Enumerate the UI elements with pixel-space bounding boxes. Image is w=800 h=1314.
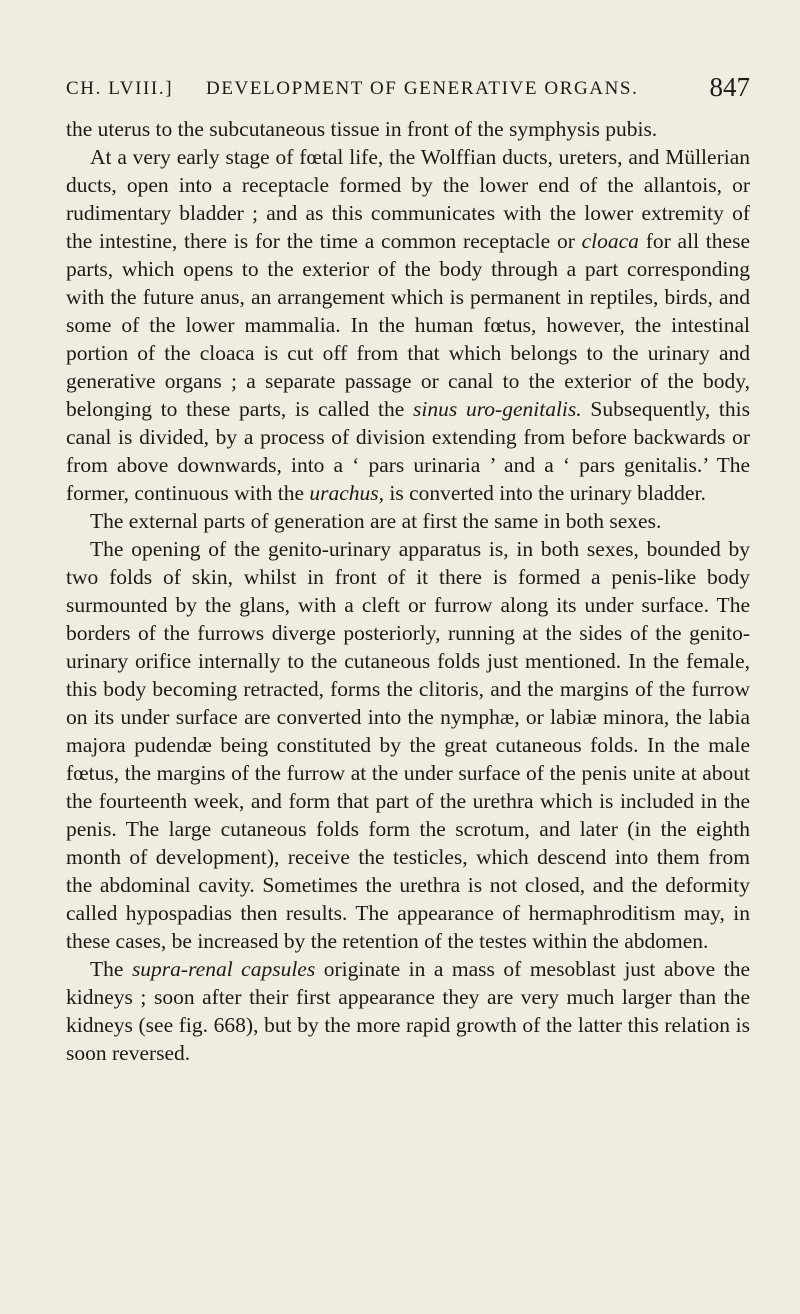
italic-term-urachus: urachus,	[309, 481, 385, 505]
text-segment: The	[90, 957, 132, 981]
text-segment: the uterus to the subcutaneous tissue in front of the symphysis pubis.	[66, 117, 658, 141]
text-segment: is converted into the urinary bladder.	[384, 481, 706, 505]
paragraph-1	[66, 115, 750, 143]
text-segment: originate in a mass of mesoblast just above the kidneys ; soon after their first appearance they are very much larger than the kidneys (see fig. 668), but by the more rapid growth of the latter this relation is soon reversed.	[66, 957, 750, 1065]
italic-term-sinus-uro-genitalis: sinus uro-genitalis.	[413, 397, 582, 421]
paragraph-2	[66, 143, 750, 507]
text-segment: The external parts of generation are at first the same in both sexes.	[90, 509, 662, 533]
running-title: DEVELOPMENT OF GENERATIVE ORGANS.	[206, 78, 639, 99]
text-segment: At a very early stage of fœtal life, the Wolffian ducts, ureters, and Müllerian ducts, open into a receptacle formed by the lower end of the allantois, or rudimentary bladder ; and as this communicates with the lower extremity of the intestine, there is for the time a common receptacle or	[66, 145, 750, 253]
chapter-label: CH. LVIII.]	[66, 78, 174, 99]
paragraph-5	[66, 955, 750, 1067]
paragraph-4	[66, 535, 750, 955]
text-segment: Subsequently, this canal is divided, by a process of division extending from before backwards or from above downwards, into a ‘ pars urinaria ’ and a ‘ pars genitalis.’ The former, continuous with the	[66, 397, 750, 505]
text-segment: for all these parts, which opens to the exterior of the body through a part corresponding with the future anus, an arrangement which is permanent in reptiles, birds, and some of the lower mammalia. In the human fœtus, however, the intestinal portion of the cloaca is cut off from that which belongs to the urinary and generative organs ; a separate passage or canal to the exterior of the body, belonging to these parts, is called the	[66, 229, 750, 421]
italic-term-cloaca: cloaca	[581, 229, 639, 253]
page-number: 847	[709, 72, 750, 102]
running-head	[66, 72, 750, 106]
body-text	[66, 115, 750, 1067]
paragraph-3	[66, 507, 750, 535]
italic-term-supra-renal-capsules: supra-renal capsules	[131, 957, 316, 981]
text-segment: The opening of the genito-urinary apparatus is, in both sexes, bounded by two folds of skin, whilst in front of it there is formed a penis-like body surmounted by the glans, with a cleft or furrow along its under surface. The borders of the furrows diverge posteriorly, running at the sides of the genito-urinary orifice internally to the cutaneous folds just mentioned. In the female, this body becoming retracted, forms the clitoris, and the margins of the furrow on its under surface are converted into the nymphæ, or labiæ minora, the labia majora pudendæ being constituted by the great cutaneous folds. In the male fœtus, the margins of the furrow at the under surface of the penis unite at about the fourteenth week, and form that part of the urethra which is included in the penis. The large cutaneous folds form the scrotum, and later (in the eighth month of development), receive the testicles, which descend into them from the abdominal cavity. Sometimes the urethra is not closed, and the deformity called hypospadias then results. The appearance of hermaphroditism may, in these cases, be increased by the retention of the testes within the abdomen.	[66, 537, 750, 953]
